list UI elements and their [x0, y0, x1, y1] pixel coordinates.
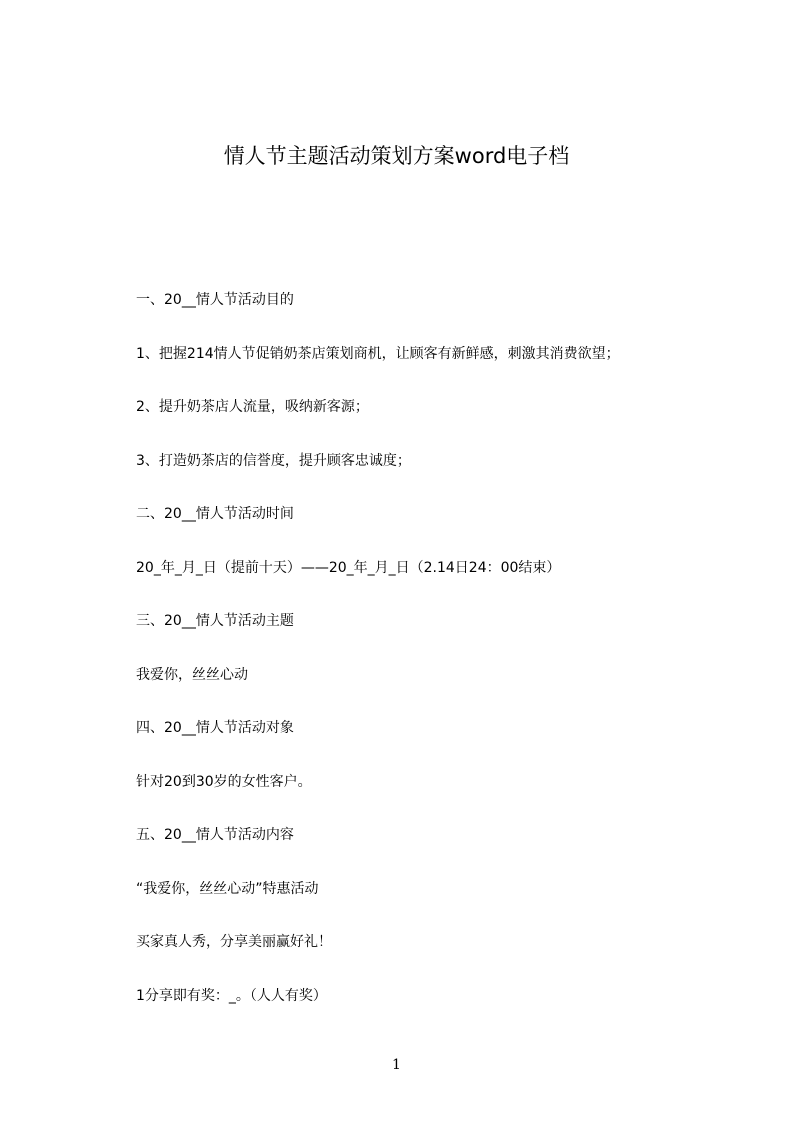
paragraph-time: 20_年_月_日（提前十天）——20_年_月_日（2.14日24：00结束）	[136, 560, 561, 576]
paragraph-theme: 我爱你，丝丝心动	[136, 667, 248, 683]
paragraph-goal-1: 1、把握214情人节促销奶茶店策划商机，让顾客有新鲜感，刺激其消费欲望；	[136, 346, 620, 362]
paragraph-content-1: “我爱你，丝丝心动”特惠活动	[136, 881, 319, 897]
paragraph-audience: 针对20到30岁的女性客户。	[136, 774, 312, 790]
paragraph-goal-3: 3、打造奶茶店的信誉度，提升顾客忠诚度；	[136, 453, 411, 469]
section-heading-1: 一、20__情人节活动目的	[136, 292, 294, 308]
paragraph-goal-2: 2、提升奶茶店人流量，吸纳新客源；	[136, 399, 369, 415]
section-heading-3: 三、20__情人节活动主题	[136, 613, 294, 629]
section-heading-2: 二、20__情人节活动时间	[136, 506, 294, 522]
section-heading-4: 四、20__情人节活动对象	[136, 720, 294, 736]
page-number: 1	[392, 1057, 401, 1073]
document-title: 情人节主题活动策划方案word电子档	[223, 144, 570, 168]
section-heading-5: 五、20__情人节活动内容	[136, 827, 294, 843]
paragraph-content-3: 1分享即有奖：_。（人人有奖）	[136, 988, 327, 1004]
paragraph-content-2: 买家真人秀，分享美丽赢好礼！	[136, 934, 332, 950]
